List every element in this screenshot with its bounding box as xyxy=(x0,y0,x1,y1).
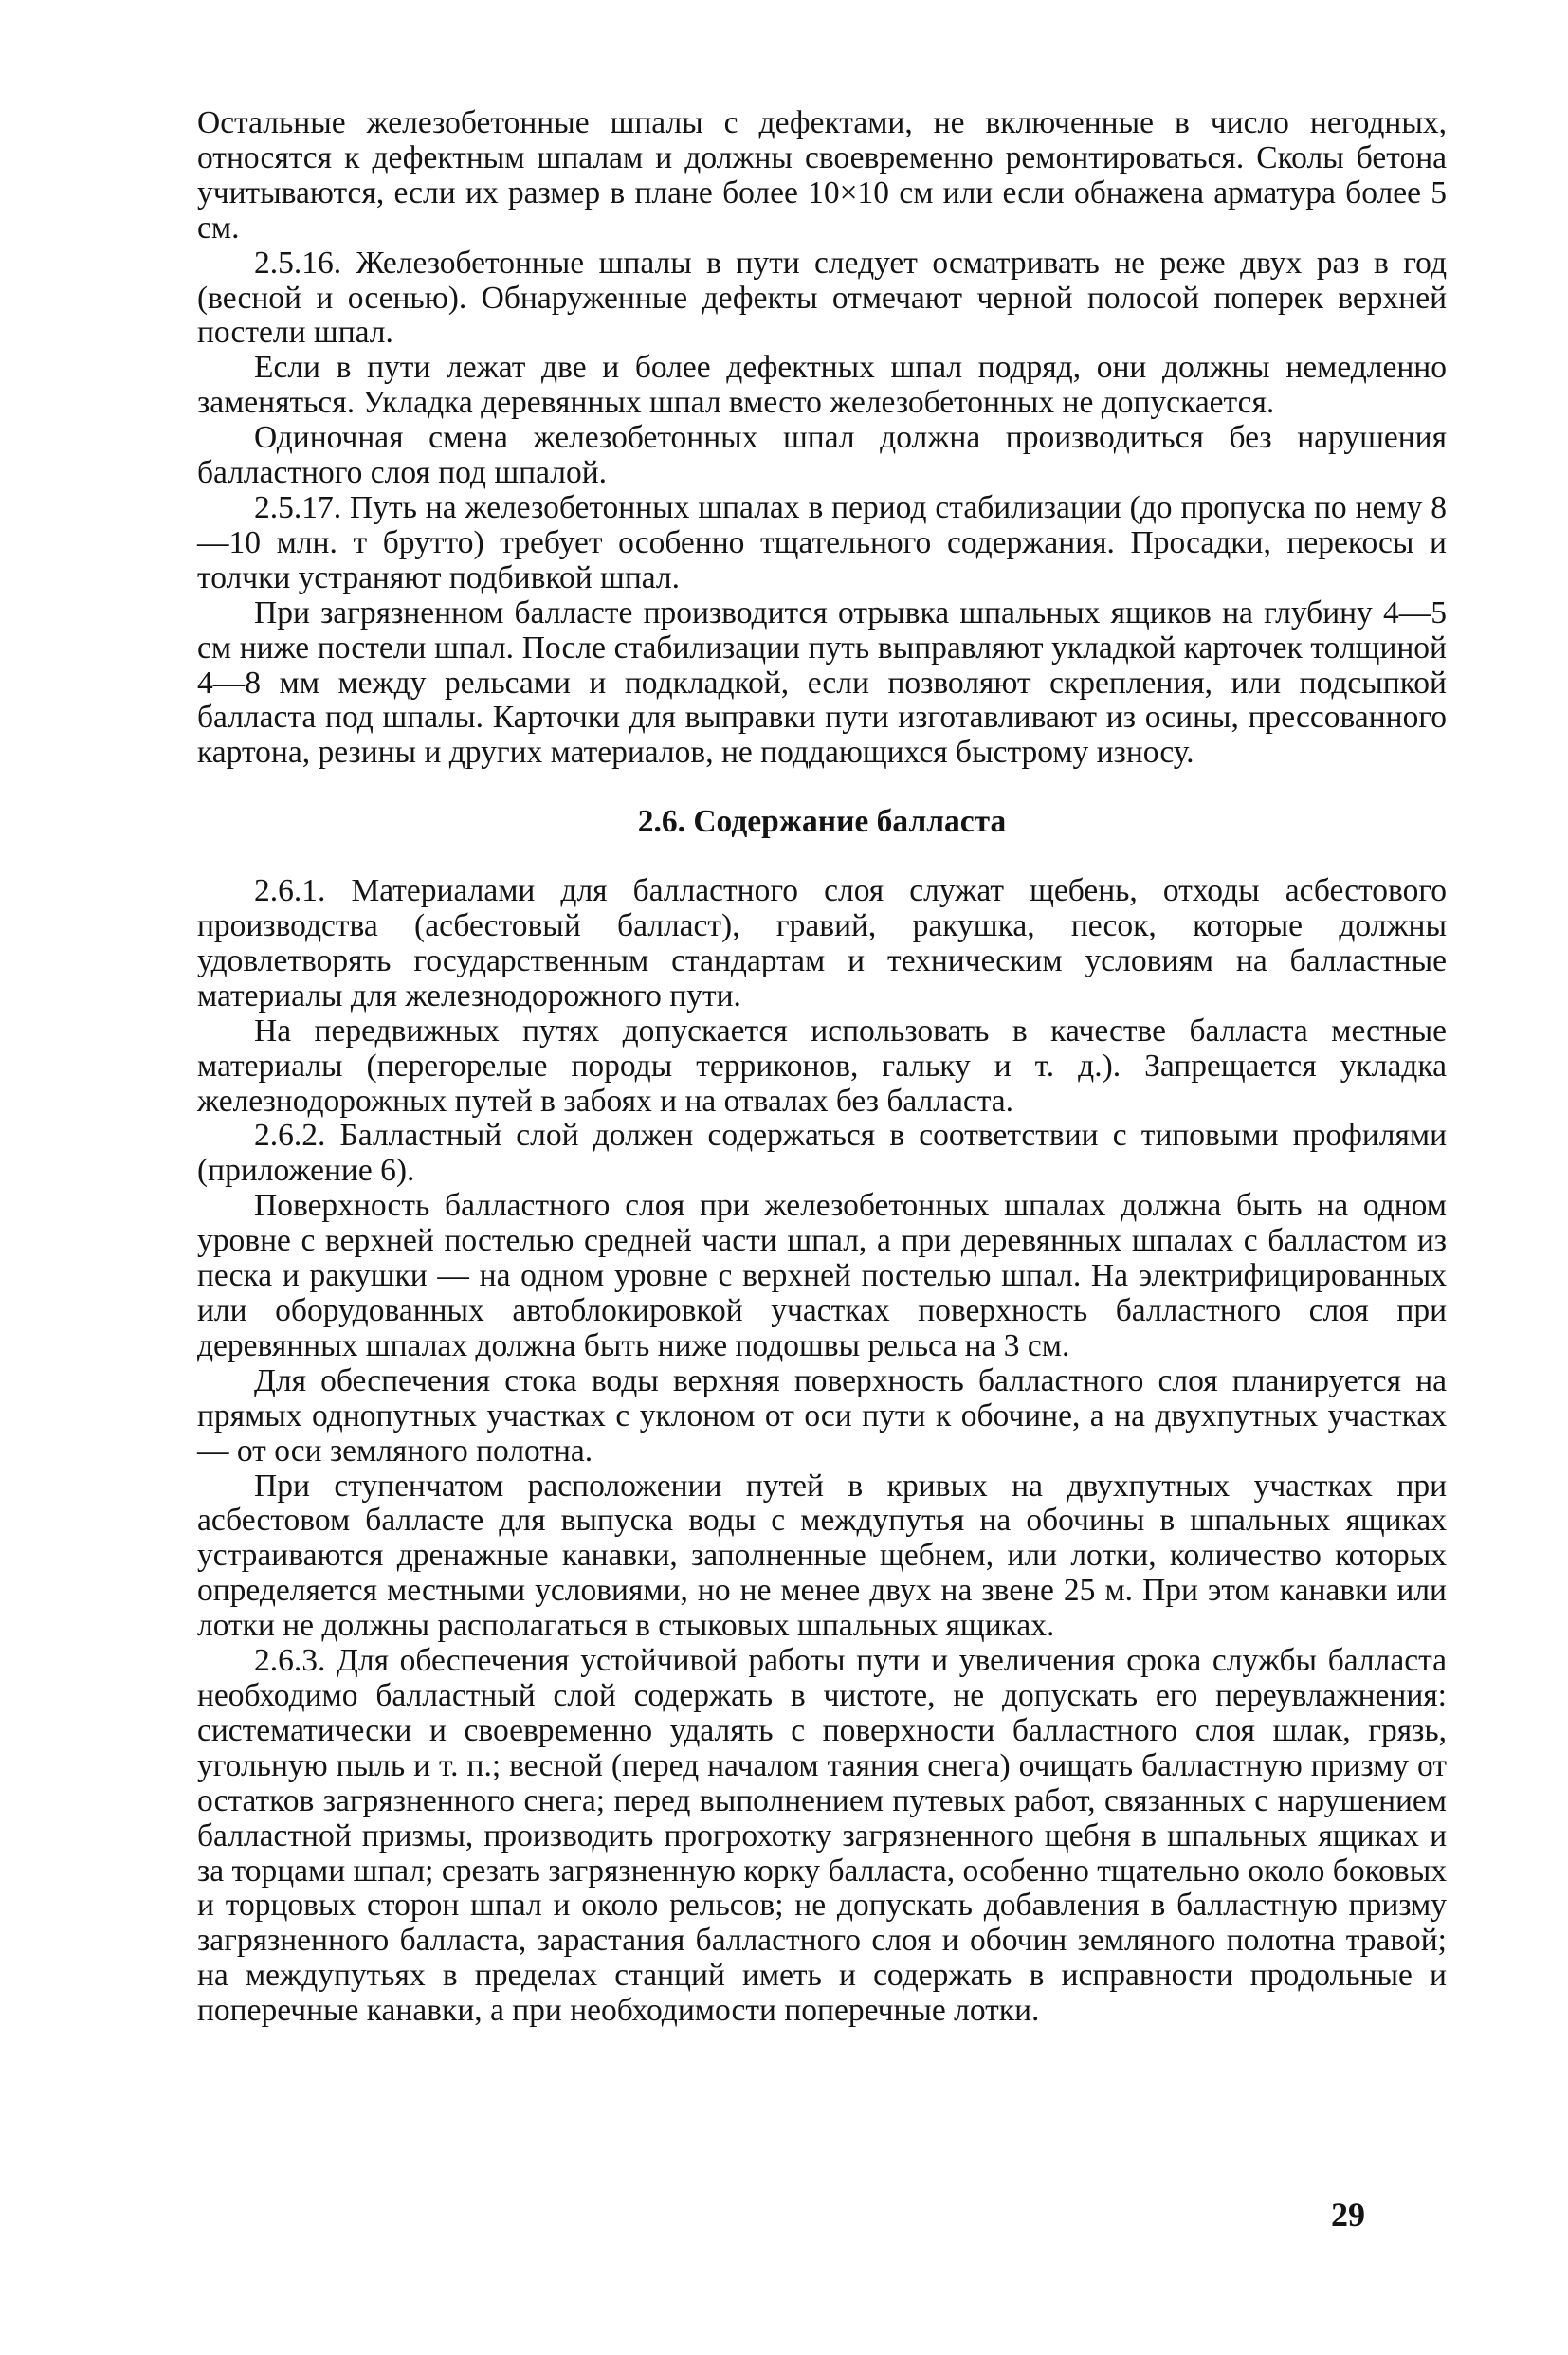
paragraph: При загрязненном балласте производится отрывка шпальных ящиков на глубину 4—5 см ниже постели шпал. После стабилизации путь выправляют укладкой карточек толщиной 4—8 мм между рельсами и подкладкой, если позволяют скрепления, или подсыпкой балласта под шпалы. Карточки для выправки пути изготавливают из осины, прессованного картона, резины и других материалов, не поддающихся быстрому износу. xyxy=(197,594,1447,771)
paragraph: Для обеспечения стока воды верхняя поверхность балластного слоя планируется на прямых однопутных участках с уклоном от оси пути к обочине, а на двухпутных участках — от оси земляного полотна. xyxy=(197,1362,1447,1469)
paragraph: При ступенчатом расположении путей в кривых на двухпутных участках при асбестовом балласте для выпуска воды с междупутья на обочины в шпальных ящиках устраиваются дренажные канавки, заполненные щебнем, или лотки, количество которых определяется местными условиями, но не менее двух на звене 25 м. При этом канавки или лотки не должны располагаться в стыковых шпальных ящиках. xyxy=(197,1468,1447,1644)
page-body-text xyxy=(197,106,1447,2029)
paragraph: 2.5.16. Железобетонные шпалы в пути следует осматривать не реже двух раз в год (весной и осенью). Обнаруженные дефекты отмечают черной полосой поперек верхней постели шпал. xyxy=(197,245,1447,351)
paragraph: 2.5.17. Путь на железобетонных шпалах в период стабилизации (до пропуска по нему 8—10 млн. т брутто) требует особенно тщательного содержания. Просадки, перекосы и толчки устраняют подбивкой шпал. xyxy=(197,489,1447,595)
paragraph: Если в пути лежат две и более дефектных шпал подряд, они должны немедленно заменяться. Укладка деревянных шпал вместо железобетонных не допускается. xyxy=(197,350,1447,421)
paragraph: 2.6.1. Материалами для балластного слоя служат щебень, отходы асбестового производства (асбестовый балласт), гравий, ракушка, песок, которые должны удовлетворять государственным стандартам и техническим условиям на балластные материалы для железнодорожного пути. xyxy=(197,873,1447,1013)
paragraph: Одиночная смена железобетонных шпал должна производиться без нарушения балластного слоя под шпалой. xyxy=(197,420,1447,491)
paragraph: Остальные железобетонные шпалы с дефектами, не включенные в число негодных, относятся к дефектным шпалам и должны своевременно ремонтироваться. Сколы бетона учитываются, если их размер в плане более 10×10 см или если обнажена арматура более 5 см. xyxy=(197,105,1447,246)
paragraph: На передвижных путях допускается использовать в качестве балласта местные материалы (перегорелые породы терриконов, гальку и т. д.). Запрещается укладка железнодорожных путей в забоях и на отвалах без балласта. xyxy=(197,1013,1447,1119)
paragraph: 2.6.3. Для обеспечения устойчивой работы пути и увеличения срока службы балласта необходимо балластный слой содержать в чистоте, не допускать его переувлажнения: систематически и своевременно удалять с поверхности балластного слоя шлак, грязь, угольную пыль и т. п.; весной (перед началом таяния снега) очищать балластную призму от остатков загрязненного снега; перед выполнением путевых работ, связанных с нарушением балластной призмы, производить прогрохотку загрязненного щебня в шпальных ящиках и за торцами шпал; срезать загрязненную корку балласта, особенно тщательно около боковых и торцовых сторон шпал и около рельсов; не допускать добавления в балластную призму загрязненного балласта, зарастания балластного слоя и обочин земляного полотна травой; на междупутьях в пределах станций иметь и содержать в исправности продольные и поперечные канавки, а при необходимости поперечные лотки. xyxy=(197,1643,1447,2029)
paragraph: 2.6.2. Балластный слой должен содержаться в соответствии с типовыми профилями (приложение 6). xyxy=(197,1118,1447,1189)
paragraph: Поверхность балластного слоя при железобетонных шпалах должна быть на одном уровне с верхней постелью средней части шпал, а при деревянных шпалах с балластом из песка и ракушки — на одном уровне с верхней постелью шпал. На электрифицированных или оборудованных автоблокировкой участках поверхность балластного слоя при деревянных шпалах должна быть ниже подошвы рельса на 3 см. xyxy=(197,1188,1447,1363)
page-number: 29 xyxy=(1331,2196,1365,2234)
section-heading: 2.6. Содержание балласта xyxy=(637,804,1007,840)
paragraphs-before-section xyxy=(197,106,1447,771)
paragraphs-after-section xyxy=(197,874,1447,2029)
